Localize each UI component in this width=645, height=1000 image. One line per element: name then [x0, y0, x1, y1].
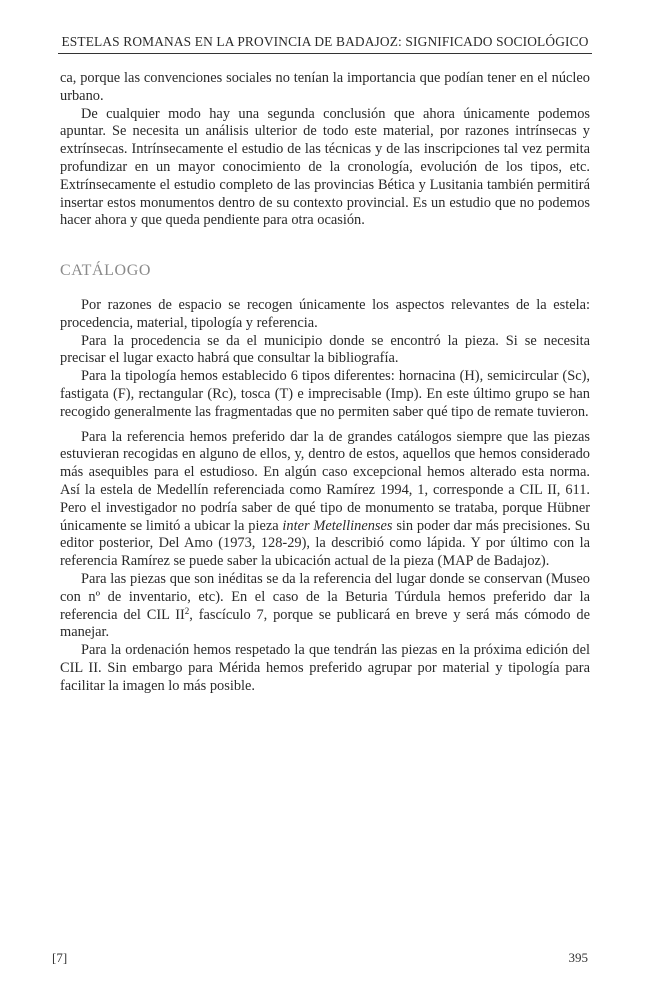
- intro-paragraph-1: ca, porque las convenciones sociales no tenían la importancia que podían tener en el núcleo urbano.: [60, 70, 590, 104]
- catalog-paragraph-3: Para la tipología hemos establecido 6 tipos diferentes: hornacina (H), semicircular (Sc), fastigata (F), rectangular (Rc), tosca (T) e imprecisable (Imp). En este último grupo se han recogido generalmente las fragmentadas que no permiten saber qué tipo de remate tuvieron.: [60, 368, 590, 420]
- intro-paragraph-2: De cualquier modo hay una segunda conclusión que ahora únicamente podemos apuntar. Se necesita un análisis ulterior de todo este material, por razones intrínsecas y extrínsecas. Intrínsecamente el estudio de las técnicas y de las inscripciones tal vez permita profundizar en un mayor conocimiento de la cronología, evolución de los tipos, etc. Extrínsecamente el estudio completo de las provincias Bética y Lusitania también permitirá insertar estos monumentos dentro de su contexto provincial. Es un estudio que no podemos hacer ahora y que queda pendiente para otra ocasión.: [60, 105, 590, 229]
- catalog-paragraph-5-superscript: 2: [184, 605, 190, 616]
- page-number: 395: [568, 950, 588, 965]
- catalog-paragraph-4: [60, 429, 590, 571]
- catalog-paragraph-5: [60, 571, 590, 642]
- catalog-paragraph-6: Para la ordenación hemos respetado la que tendrán las piezas en la próxima edición del CIL II. Sin embargo para Mérida hemos preferido agrupar por material y tipología para facilitar la imagen lo más posible.: [60, 642, 590, 694]
- catalog-paragraph-1: Por razones de espacio se recogen únicamente los aspectos relevantes de la estela: procedencia, material, tipología y referencia.: [60, 297, 590, 331]
- running-head: ESTELAS ROMANAS EN LA PROVINCIA DE BADAJOZ: SIGNIFICADO SOCIOLÓGICO: [61, 34, 589, 49]
- section-heading: CATÁLOGO: [60, 262, 152, 279]
- section-marker: [7]: [52, 950, 68, 965]
- catalog-text: [60, 297, 590, 696]
- catalog-paragraph-5-part-2: , fascículo 7, porque se publicará en breve y será más cómodo de manejar.: [60, 606, 590, 641]
- header-rule: [58, 53, 592, 54]
- catalog-paragraph-4-italic: inter Metellinenses: [282, 517, 393, 534]
- catalog-paragraph-2: Para la procedencia se da el municipio donde se encontró la pieza. Si se necesita precisar el lugar exacto habrá que consultar la bibliografía.: [60, 332, 590, 367]
- intro-text: [60, 70, 590, 230]
- catalog-paragraph-5-part-1: Para las piezas que son inéditas se da la referencia del lugar donde se conservan (Museo con nº de inventario, etc). En el caso de la Beturia Túrdula hemos preferido dar la referencia del CIL II: [60, 570, 590, 623]
- catalog-paragraph-4-part-2: sin poder dar más precisiones. Su editor posterior, Del Amo (1973, 128-29), la describió como lápida. Y por último con la referencia Ramírez se puede saber la ubicación actual de la pieza (MAP de Badajoz).: [60, 517, 590, 570]
- catalog-paragraph-4-part-1: Para la referencia hemos preferido dar la de grandes catálogos siempre que las piezas estuvieran recogidas en alguno de ellos, y, dentro de estos, aquellos que hemos considerado más asequibles para el estudioso. En algún caso excepcional hemos alterado esta norma. Así la estela de Medellín referenciada como Ramírez 1994, 1, corresponde a CIL II, 611. Pero el investigador no podría saber de qué tipo de monumento se trataba, porque Hübner únicamente se limitó a ubicar la pieza: [60, 428, 590, 534]
